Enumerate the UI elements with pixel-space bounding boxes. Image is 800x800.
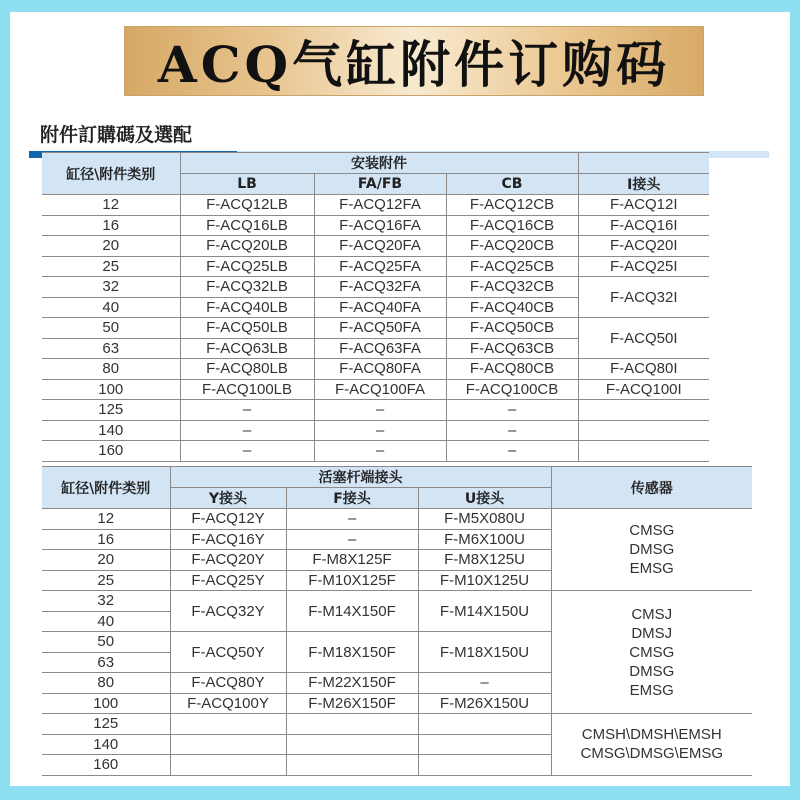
col-header-y: Y接头 bbox=[170, 488, 286, 509]
sensor-line: CMSG\DMSG\EMSG bbox=[580, 745, 724, 763]
i-cell: F-ACQ80I bbox=[578, 359, 709, 380]
table-row bbox=[42, 509, 752, 530]
col-header-fa: FA/FB bbox=[314, 174, 446, 195]
bore-cell: 40 bbox=[42, 611, 170, 632]
u-cell: F-M10X125U bbox=[418, 570, 551, 591]
section-title: 附件訂購碼及選配 bbox=[40, 124, 193, 146]
y-cell bbox=[170, 734, 286, 755]
fa-cell: – bbox=[314, 420, 446, 441]
lb-cell: F-ACQ12LB bbox=[180, 195, 314, 216]
sensor-line: CMSH\DMSH\EMSH bbox=[581, 726, 722, 744]
cb-cell: – bbox=[446, 400, 578, 421]
i-cell: F-ACQ12I bbox=[578, 195, 709, 216]
bore-cell: 100 bbox=[42, 693, 170, 714]
sensor-line: CMSG bbox=[629, 643, 675, 661]
bore-cell: 25 bbox=[42, 570, 170, 591]
bore-cell: 12 bbox=[42, 509, 170, 530]
i-cell bbox=[578, 441, 709, 462]
empty-header bbox=[578, 153, 709, 174]
bore-cell: 80 bbox=[42, 673, 170, 694]
bore-cell: 16 bbox=[42, 529, 170, 550]
fa-cell: F-ACQ25FA bbox=[314, 256, 446, 277]
u-cell bbox=[418, 734, 551, 755]
sensor-line: CMSJ bbox=[631, 605, 673, 623]
sensor-line: DMSJ bbox=[631, 624, 673, 642]
col-header-f: F接头 bbox=[286, 488, 418, 509]
cb-cell: F-ACQ63CB bbox=[446, 338, 578, 359]
lb-cell: F-ACQ80LB bbox=[180, 359, 314, 380]
f-cell bbox=[286, 714, 418, 735]
table-row bbox=[42, 400, 709, 421]
fa-cell: F-ACQ63FA bbox=[314, 338, 446, 359]
f-cell: F-M18X150F bbox=[286, 632, 418, 673]
col-header-u: U接头 bbox=[418, 488, 551, 509]
fa-cell: F-ACQ100FA bbox=[314, 379, 446, 400]
bore-cell: 125 bbox=[42, 400, 180, 421]
corner-header: 缸径\附件类别 bbox=[42, 153, 180, 195]
lb-cell: – bbox=[180, 400, 314, 421]
table-row bbox=[42, 714, 752, 735]
lb-cell: F-ACQ25LB bbox=[180, 256, 314, 277]
u-cell: F-M5X080U bbox=[418, 509, 551, 530]
bore-cell: 20 bbox=[42, 236, 180, 257]
cb-cell: F-ACQ20CB bbox=[446, 236, 578, 257]
table-row bbox=[42, 379, 709, 400]
i-cell: F-ACQ50I bbox=[578, 318, 709, 359]
bore-cell: 100 bbox=[42, 379, 180, 400]
page-title: ACQ气缸附件订购码 bbox=[157, 35, 671, 94]
fa-cell: F-ACQ80FA bbox=[314, 359, 446, 380]
bore-cell: 140 bbox=[42, 420, 180, 441]
y-cell: F-ACQ80Y bbox=[170, 673, 286, 694]
bore-cell: 16 bbox=[42, 215, 180, 236]
sensor-line: EMSG bbox=[629, 681, 674, 699]
y-cell: F-ACQ12Y bbox=[170, 509, 286, 530]
y-cell: F-ACQ100Y bbox=[170, 693, 286, 714]
table-row bbox=[42, 236, 709, 257]
bore-cell: 63 bbox=[42, 338, 180, 359]
lb-cell: F-ACQ20LB bbox=[180, 236, 314, 257]
group-header: 安装附件 bbox=[180, 153, 578, 174]
bore-cell: 25 bbox=[42, 256, 180, 277]
bore-cell: 32 bbox=[42, 277, 180, 298]
y-cell: F-ACQ32Y bbox=[170, 591, 286, 632]
fa-cell: – bbox=[314, 400, 446, 421]
cb-cell: – bbox=[446, 441, 578, 462]
f-cell: F-M14X150F bbox=[286, 591, 418, 632]
table-row bbox=[42, 420, 709, 441]
table-row bbox=[42, 256, 709, 277]
table-row bbox=[42, 215, 709, 236]
y-cell: F-ACQ50Y bbox=[170, 632, 286, 673]
title-banner bbox=[124, 26, 704, 96]
corner-header: 缸径\附件类别 bbox=[42, 467, 170, 509]
col-header-i: I接头 bbox=[578, 174, 709, 195]
bore-cell: 40 bbox=[42, 297, 180, 318]
mounting-accessories-table bbox=[42, 152, 709, 462]
fa-cell: F-ACQ20FA bbox=[314, 236, 446, 257]
table-row bbox=[42, 318, 709, 339]
cb-cell: F-ACQ12CB bbox=[446, 195, 578, 216]
fa-cell: F-ACQ32FA bbox=[314, 277, 446, 298]
sensor-cell bbox=[551, 509, 752, 591]
fa-cell: F-ACQ50FA bbox=[314, 318, 446, 339]
rod-end-sensor-table bbox=[42, 466, 752, 776]
bore-cell: 63 bbox=[42, 652, 170, 673]
bore-cell: 50 bbox=[42, 632, 170, 653]
table-row bbox=[42, 441, 709, 462]
lb-cell: F-ACQ50LB bbox=[180, 318, 314, 339]
i-cell: F-ACQ32I bbox=[578, 277, 709, 318]
u-cell: – bbox=[418, 673, 551, 694]
cb-cell: F-ACQ100CB bbox=[446, 379, 578, 400]
lb-cell: F-ACQ100LB bbox=[180, 379, 314, 400]
sensor-header: 传感器 bbox=[551, 467, 752, 509]
f-cell: – bbox=[286, 509, 418, 530]
bore-cell: 50 bbox=[42, 318, 180, 339]
f-cell: F-M8X125F bbox=[286, 550, 418, 571]
u-cell: F-M6X100U bbox=[418, 529, 551, 550]
sensor-cell bbox=[551, 591, 752, 714]
y-cell: F-ACQ16Y bbox=[170, 529, 286, 550]
u-cell: F-M18X150U bbox=[418, 632, 551, 673]
cb-cell: F-ACQ80CB bbox=[446, 359, 578, 380]
u-cell: F-M26X150U bbox=[418, 693, 551, 714]
u-cell: F-M14X150U bbox=[418, 591, 551, 632]
u-cell bbox=[418, 755, 551, 776]
sensor-line: DMSG bbox=[629, 662, 675, 680]
fa-cell: F-ACQ40FA bbox=[314, 297, 446, 318]
f-cell: F-M26X150F bbox=[286, 693, 418, 714]
lb-cell: – bbox=[180, 420, 314, 441]
table-row bbox=[42, 359, 709, 380]
f-cell: – bbox=[286, 529, 418, 550]
u-cell bbox=[418, 714, 551, 735]
y-cell: F-ACQ20Y bbox=[170, 550, 286, 571]
lb-cell: – bbox=[180, 441, 314, 462]
cb-cell: F-ACQ32CB bbox=[446, 277, 578, 298]
bore-cell: 125 bbox=[42, 714, 170, 735]
u-cell: F-M8X125U bbox=[418, 550, 551, 571]
f-cell: F-M22X150F bbox=[286, 673, 418, 694]
col-header-cb: CB bbox=[446, 174, 578, 195]
bore-cell: 160 bbox=[42, 441, 180, 462]
cb-cell: F-ACQ40CB bbox=[446, 297, 578, 318]
f-cell bbox=[286, 755, 418, 776]
sensor-cell bbox=[551, 714, 752, 776]
i-cell bbox=[578, 400, 709, 421]
y-cell: F-ACQ25Y bbox=[170, 570, 286, 591]
sensor-line: CMSG bbox=[629, 522, 675, 539]
i-cell bbox=[578, 420, 709, 441]
bore-cell: 80 bbox=[42, 359, 180, 380]
fa-cell: F-ACQ16FA bbox=[314, 215, 446, 236]
y-cell bbox=[170, 755, 286, 776]
col-header-lb: LB bbox=[180, 174, 314, 195]
lb-cell: F-ACQ40LB bbox=[180, 297, 314, 318]
f-cell bbox=[286, 734, 418, 755]
lb-cell: F-ACQ32LB bbox=[180, 277, 314, 298]
table-row bbox=[42, 591, 752, 612]
f-cell: F-M10X125F bbox=[286, 570, 418, 591]
sensor-line: DMSG bbox=[629, 541, 675, 558]
sensor-line: EMSG bbox=[629, 560, 674, 577]
cb-cell: F-ACQ50CB bbox=[446, 318, 578, 339]
cb-cell: F-ACQ25CB bbox=[446, 256, 578, 277]
bore-cell: 12 bbox=[42, 195, 180, 216]
cb-cell: F-ACQ16CB bbox=[446, 215, 578, 236]
i-cell: F-ACQ100I bbox=[578, 379, 709, 400]
i-cell: F-ACQ16I bbox=[578, 215, 709, 236]
bore-cell: 160 bbox=[42, 755, 170, 776]
lb-cell: F-ACQ16LB bbox=[180, 215, 314, 236]
group-header: 活塞杆端接头 bbox=[170, 467, 551, 488]
i-cell: F-ACQ20I bbox=[578, 236, 709, 257]
fa-cell: F-ACQ12FA bbox=[314, 195, 446, 216]
bore-cell: 20 bbox=[42, 550, 170, 571]
table-row bbox=[42, 195, 709, 216]
i-cell: F-ACQ25I bbox=[578, 256, 709, 277]
bore-cell: 140 bbox=[42, 734, 170, 755]
fa-cell: – bbox=[314, 441, 446, 462]
lb-cell: F-ACQ63LB bbox=[180, 338, 314, 359]
cb-cell: – bbox=[446, 420, 578, 441]
table-row bbox=[42, 277, 709, 298]
bore-cell: 32 bbox=[42, 591, 170, 612]
y-cell bbox=[170, 714, 286, 735]
